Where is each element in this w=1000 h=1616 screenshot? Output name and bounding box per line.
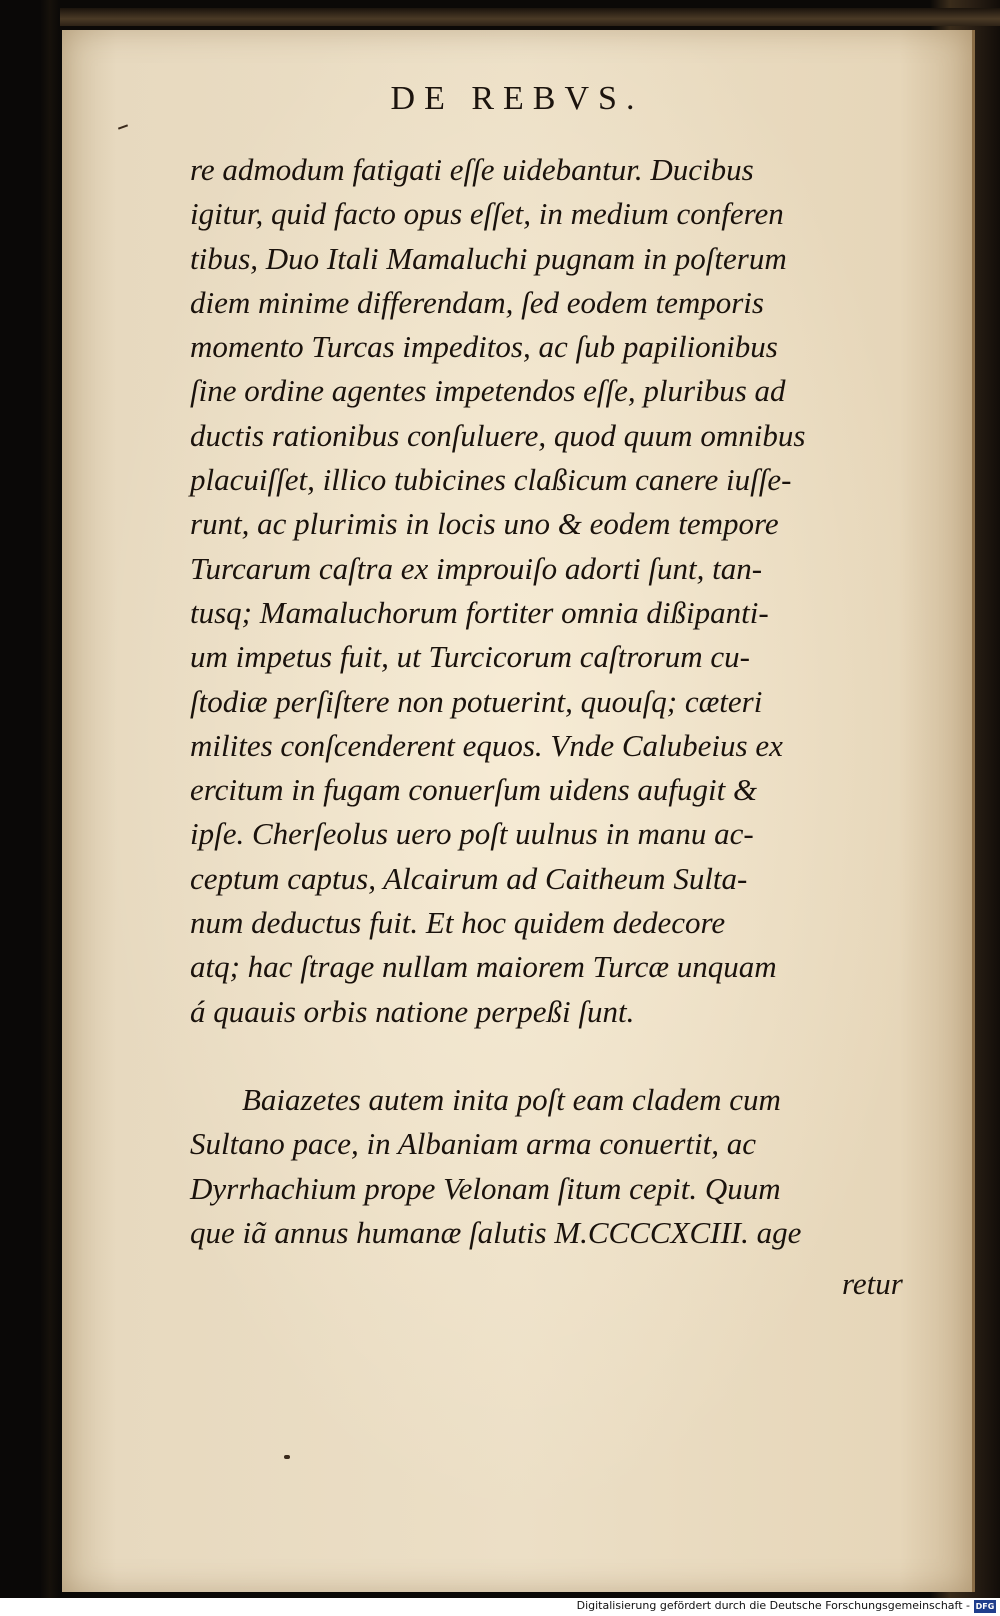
text-line: ceptum captus, Alcairum ad Caitheum Sulta-: [190, 860, 748, 896]
text-line: á quauis orbis natione perpeßi ſunt.: [190, 993, 635, 1029]
body-text: [190, 148, 902, 1255]
text-line: Sultano pace, in Albaniam arma conuertit, ac: [190, 1126, 756, 1162]
text-line: runt, ac plurimis in locis uno & eodem tempore: [190, 506, 779, 542]
text-line: momento Turcas impeditos, ac ſub papilionibus: [190, 329, 778, 365]
text-line: um impetus fuit, ut Turcicorum caſtrorum cu-: [190, 639, 750, 675]
book-page: [62, 30, 975, 1592]
text-line: Dyrrhachium prope Velonam ſitum cepit. Quum: [190, 1170, 781, 1206]
text-line: diem minime differendam, ſed eodem temporis: [190, 284, 764, 320]
paragraph-gap: [190, 1034, 902, 1078]
ink-speck: [284, 1455, 290, 1459]
text-line: ipſe. Cherſeolus uero poſt uulnus in manu ac-: [190, 816, 754, 852]
text-line: Baiazetes autem inita poſt eam cladem cum: [242, 1081, 781, 1117]
dfg-logo: DFG: [975, 1602, 995, 1611]
text-line: Turcarum caſtra ex improuiſo adorti ſunt, tan-: [190, 550, 763, 586]
text-line: igitur, quid facto opus eſſet, in medium conferen: [190, 196, 784, 232]
running-header: DE REBVS.: [390, 80, 644, 117]
text-line: placuiſſet, illico tubicines claßicum canere iuſſe-: [190, 462, 792, 498]
text-line: ſtodiæ perſiſtere non potuerint, quouſq; cæteri: [190, 683, 763, 719]
text-line: atq; hac ſtrage nullam maiorem Turcæ unquam: [190, 949, 777, 985]
catchword: retur: [842, 1266, 903, 1301]
text-line: tusq; Mamaluchorum fortiter omnia dißipanti-: [190, 594, 769, 630]
text-line: que iã annus humanæ ſalutis M.CCCCXCIII. age: [190, 1214, 802, 1250]
text-line: ductis rationibus conſuluere, quod quum omnibus: [190, 417, 806, 453]
text-line: ercitum in fugam conuerſum uidens aufugit &: [190, 772, 758, 808]
text-line: tibus, Duo Itali Mamaluchi pugnam in poſterum: [190, 240, 787, 276]
text-line: re admodum fatigati eſſe uidebantur. Ducibus: [190, 152, 754, 187]
book-top-edge: [60, 8, 1000, 26]
text-line: ſine ordine agentes impetendos eſſe, pluribus ad: [190, 373, 786, 409]
ink-speck: [118, 124, 128, 129]
digitization-credit: Digitalisierung gefördert durch die Deutsche Forschungsgemeinschaft -: [576, 1599, 970, 1612]
text-line: milites conſcenderent equos. Vnde Calubeius ex: [190, 727, 783, 763]
text-line: num deductus fuit. Et hoc quidem dedecore: [190, 905, 726, 941]
